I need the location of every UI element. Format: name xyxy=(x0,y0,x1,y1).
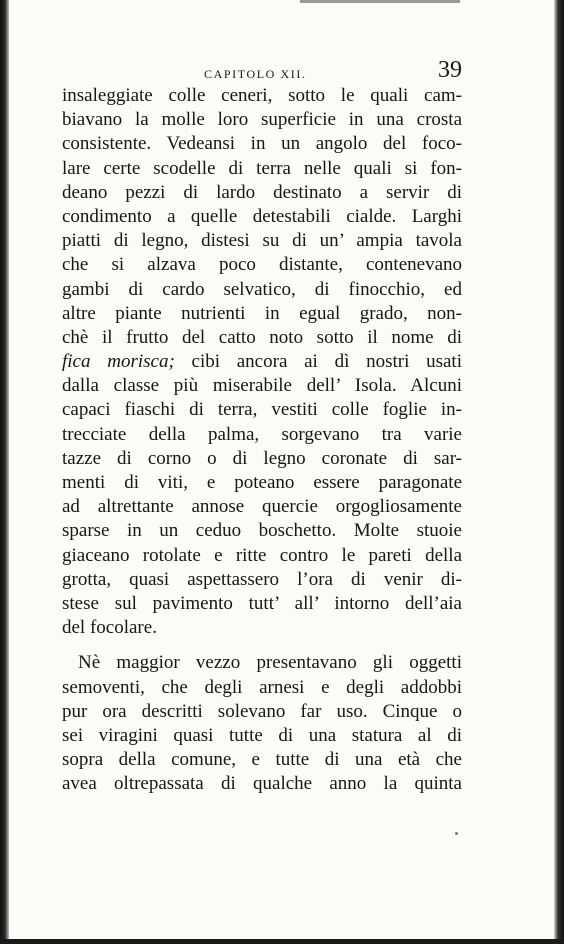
text-line: dalla classe più miserabile dell’ Isola. Alcuni xyxy=(62,375,462,397)
text-line: biavano la molle loro superficie in una crosta xyxy=(62,109,462,131)
text-line: deano pezzi di lardo destinato a servir di xyxy=(62,181,462,203)
paragraph-gap xyxy=(62,640,462,651)
text-line: Nè maggior vezzo presentavano gli oggetti xyxy=(78,652,462,674)
text-line: lare certe scodelle di terra nelle quali si fon- xyxy=(62,157,462,179)
text-line: semoventi, che degli arnesi e degli addobbi xyxy=(62,676,462,698)
text-line: giaceano rotolate e ritte contro le pareti della xyxy=(62,544,462,566)
text-line: sopra della comune, e tutte di una età che xyxy=(62,749,462,771)
text-line: sparse in un ceduo boschetto. Molte stuoie xyxy=(62,520,462,542)
text-line: del focolare. xyxy=(62,617,157,639)
text-line: pur ora descritti solevano far uso. Cinque o xyxy=(62,700,462,722)
body-text xyxy=(62,84,462,796)
text-line xyxy=(62,350,462,374)
text-line-rest: cibi ancora ai dì nostri usati xyxy=(174,351,462,373)
text-line: grotta, quasi aspettassero l’ora di venir di- xyxy=(62,568,462,590)
text-line: avea oltrepassata di qualche anno la quinta xyxy=(62,773,462,795)
page-top-edge xyxy=(300,0,460,3)
paragraph-1 xyxy=(62,84,462,640)
text-line: sei viragini quasi tutte di una statura al di xyxy=(62,724,462,746)
page-number: 39 xyxy=(438,57,462,83)
text-line: menti di viti, e poteano essere paragonate xyxy=(62,472,462,493)
page-bottom-edge xyxy=(0,939,564,944)
italic-term: fica morisca; xyxy=(62,351,175,373)
page-left-edge xyxy=(0,0,9,944)
text-line: stese sul pavimento tutt’ all’ intorno dell’aia xyxy=(62,592,462,614)
page-header xyxy=(62,57,462,87)
text-line: chè il frutto del catto noto sotto il nome di xyxy=(62,326,462,348)
paper-speck xyxy=(455,832,458,835)
text-line: insaleggiate colle ceneri, sotto le quali cam- xyxy=(62,85,462,106)
text-line: altre piante nutrienti in egual grado, non- xyxy=(62,302,462,324)
text-line: tazze di corno o di legno coronate di sar- xyxy=(62,447,462,469)
text-line: gambi di cardo selvatico, di finocchio, ed xyxy=(62,278,462,300)
text-line: trecciate della palma, sorgevano tra varie xyxy=(62,423,462,445)
text-line: consistente. Vedeansi in un angolo del foco- xyxy=(62,133,462,155)
text-line: piatti di legno, distesi su di un’ ampia tavola xyxy=(62,230,462,252)
running-head: CAPITOLO XII. xyxy=(204,67,307,81)
page-right-edge xyxy=(554,0,564,944)
paragraph-2 xyxy=(62,651,462,796)
text-line: condimento a quelle detestabili cialde. Larghi xyxy=(62,205,462,227)
text-line: che si alzava poco distante, contenevano xyxy=(62,254,462,276)
text-line: ad altrettante annose quercie orgogliosamente xyxy=(62,496,462,518)
text-line: capaci fiaschi di terra, vestiti colle foglie in- xyxy=(62,399,462,421)
